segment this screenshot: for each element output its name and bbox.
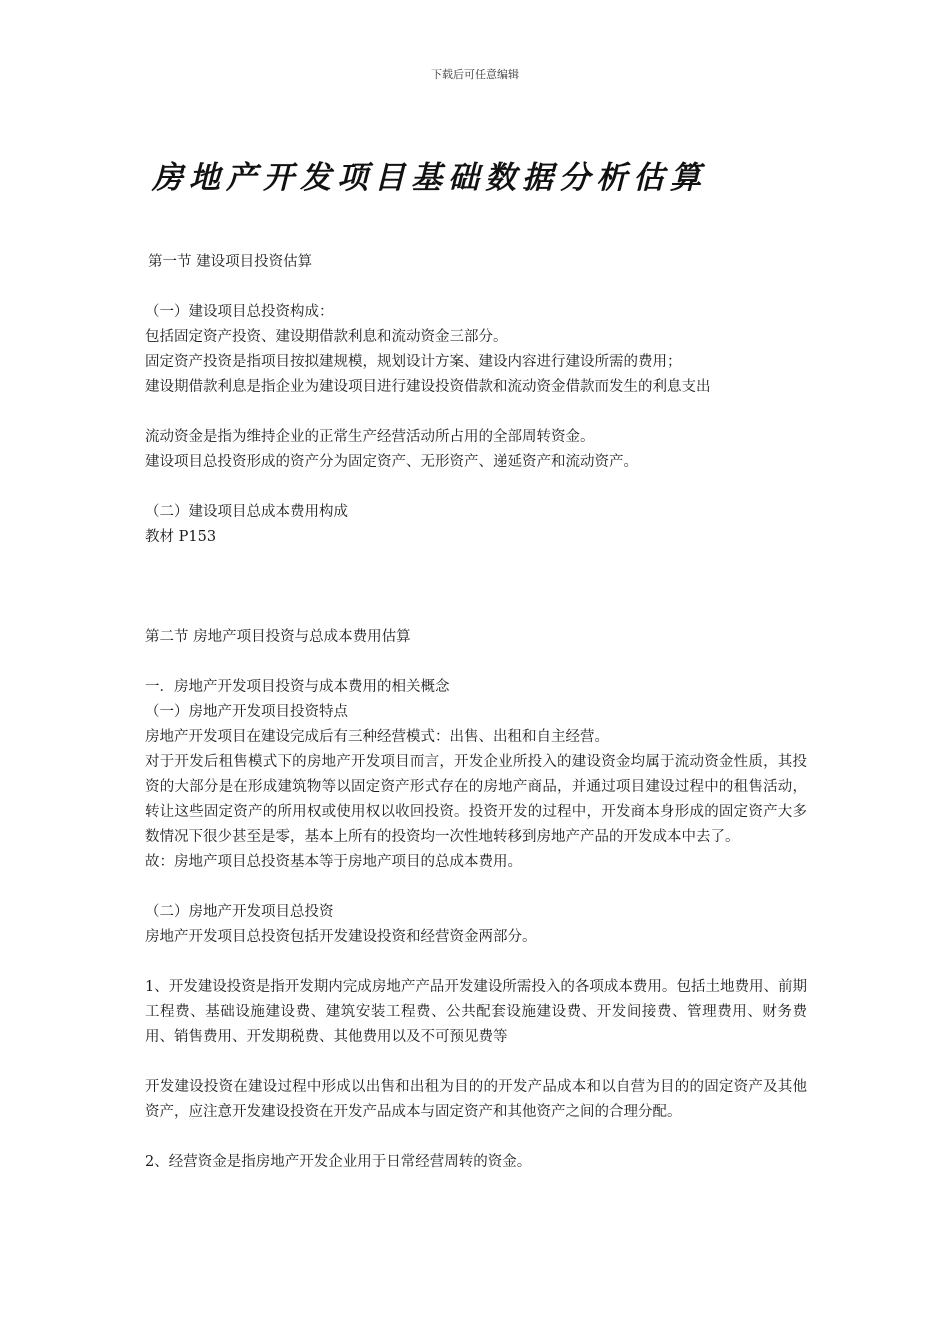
- document-title: 房地产开发项目基础数据分析估算: [152, 160, 707, 196]
- document-body: [145, 250, 807, 1175]
- section2-heading: 第二节 房地产项目投资与总成本费用估算: [145, 629, 411, 645]
- section1-sub1-line: 建设期借款利息是指企业为建设项目进行建设投资借款和流动资金借款而发生的利息支出: [145, 379, 711, 395]
- section1-sub2-heading: （二）建设项目总成本费用构成: [145, 504, 348, 520]
- section2-sub1-paragraph: 房地产开发项目在建设完成后有三种经营模式：出售、出租和自主经营。: [145, 729, 609, 745]
- section2-item2: 2、经营资金是指房地产开发企业用于日常经营周转的资金。: [145, 1154, 532, 1170]
- section2-item1-note: 开发建设投资在建设过程中形成以出售和出租为目的的开发产品成本和以自营为目的的固定资产及其他资产，应注意开发建设投资在开发产品成本与固定资产和其他资产之间的合理分配。: [145, 1079, 807, 1120]
- page-header: 下载后可任意编辑: [431, 68, 519, 81]
- section2-part1-heading: 一．房地产开发项目投资与成本费用的相关概念: [145, 679, 450, 695]
- section2-sub2-heading: （二）房地产开发项目总投资: [145, 904, 334, 920]
- section1-sub2-text: 教材 P153: [145, 529, 217, 545]
- section1-heading: 第一节 建设项目投资估算: [148, 254, 313, 270]
- section1-sub1-line: 建设项目总投资形成的资产分为固定资产、无形资产、递延资产和流动资产。: [145, 454, 638, 470]
- section1-sub1-line: 固定资产投资是指项目按拟建规模，规划设计方案、建设内容进行建设所需的费用；: [145, 354, 682, 370]
- section1-sub1-heading: （一）建设项目总投资构成：: [145, 304, 334, 320]
- section2-item1: 1、开发建设投资是指开发期内完成房地产产品开发建设所需投入的各项成本费用。包括土地费用、前期工程费、基础设施建设费、建筑安装工程费、公共配套设施建设费、开发间接费、管理费用、财务费用、销售费用、开发期税费、其他费用以及不可预见费等: [145, 979, 807, 1045]
- section1-sub1-line: 包括固定资产投资、建设期借款利息和流动资金三部分。: [145, 329, 508, 345]
- section2-sub2-paragraph: 房地产开发项目总投资包括开发建设投资和经营资金两部分。: [145, 929, 537, 945]
- section2-sub1-heading: （一）房地产开发项目投资特点: [145, 704, 348, 720]
- section1-sub1-line: 流动资金是指为维持企业的正常生产经营活动所占用的全部周转资金。: [145, 429, 595, 445]
- section2-sub1-paragraph: 对于开发后租售模式下的房地产开发项目而言，开发企业所投入的建设资金均属于流动资金性质，其投资的大部分是在形成建筑物等以固定资产形式存在的房地产商品，并通过项目建设过程中的租售活动，转让这些固定资产的所用权或使用权以收回投资。投资开发的过程中，开发商本身形成的固定资产大多数情况下很少甚至是零，基本上所有的投资均一次性地转移到房地产产品的开发成本中去了。: [145, 754, 807, 845]
- section2-sub1-conclusion: 故：房地产项目总投资基本等于房地产项目的总成本费用。: [145, 854, 522, 870]
